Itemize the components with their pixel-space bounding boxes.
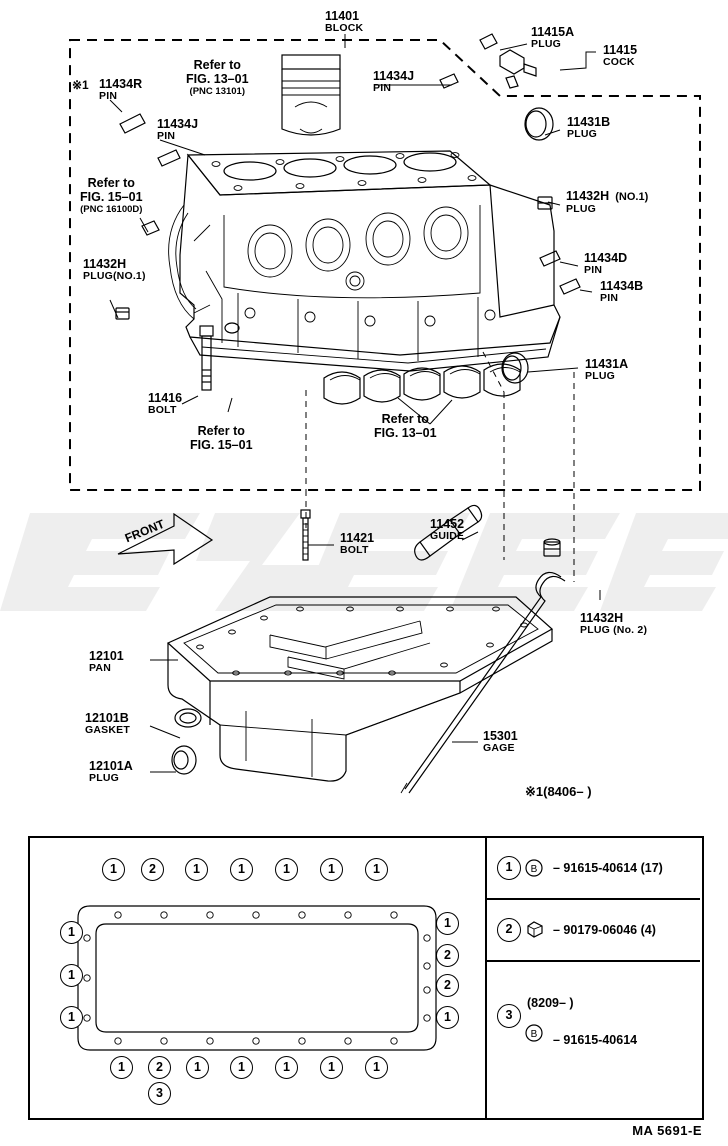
gasket-callout-right-2: 2 bbox=[436, 944, 459, 967]
refer-fig-15-01-pnc16100d: Refer to FIG. 15–01 (PNC 16100D) bbox=[80, 176, 143, 215]
gasket-callout-top-2: 2 bbox=[141, 858, 164, 881]
gasket-bolt-chart bbox=[28, 836, 704, 1120]
bolt-icon-3 bbox=[525, 1024, 547, 1042]
legend-panel bbox=[487, 838, 700, 1118]
gasket-callout-top-3: 1 bbox=[185, 858, 208, 881]
gasket-callout-left-1: 1 bbox=[60, 921, 83, 944]
part-label-11416: 11416 BOLT bbox=[148, 391, 183, 417]
nut-icon-2 bbox=[525, 920, 547, 940]
oil-pan-gasket-drawing bbox=[72, 886, 442, 1076]
legend-row-1: 1 B – 91615-40614 (17) bbox=[487, 838, 700, 900]
part-label-11432H-no2: 11432H PLUG (No. 2) bbox=[580, 611, 648, 637]
gasket-callout-bottom-5: 1 bbox=[275, 1056, 298, 1079]
part-label-11431A: 11431A PLUG bbox=[585, 357, 629, 383]
gasket-callout-right-1: 1 bbox=[436, 912, 459, 935]
refer-fig-15-01-bolt: Refer to FIG. 15–01 bbox=[190, 424, 253, 453]
part-label-12101B: 12101B GASKET bbox=[85, 711, 130, 737]
gasket-callout-top-5: 1 bbox=[275, 858, 298, 881]
refer-fig-13-01-piston: Refer to FIG. 13–01 (PNC 13101) bbox=[186, 58, 249, 97]
part-label-11452: 11452 GUIDE bbox=[430, 517, 465, 543]
gasket-callout-left-2: 1 bbox=[60, 964, 83, 987]
gasket-callout-bottom-1: 1 bbox=[110, 1056, 133, 1079]
front-label: FRONT bbox=[122, 516, 167, 546]
part-label-11434B: 11434B PIN bbox=[600, 279, 644, 305]
gasket-callout-bottom-2: 2 bbox=[148, 1056, 171, 1079]
part-label-12101: 12101 PAN bbox=[89, 649, 124, 675]
svg-text:B: B bbox=[530, 1029, 538, 1040]
part-label-11431B: 11431B PLUG bbox=[567, 115, 611, 141]
bolt-icon-1 bbox=[525, 859, 547, 877]
asterisk-date-note: ※1(8406– ) bbox=[525, 784, 592, 799]
asterisk-marker-1: ※1 bbox=[72, 78, 89, 92]
gasket-callout-bottom-6: 1 bbox=[320, 1056, 343, 1079]
part-label-11415A: 11415A PLUG bbox=[531, 25, 575, 51]
part-label-11421: 11421 BOLT bbox=[340, 531, 375, 557]
gasket-callout-top-4: 1 bbox=[230, 858, 253, 881]
part-label-12101A: 12101A PLUG bbox=[89, 759, 133, 785]
diagram-code: MA 5691-E bbox=[632, 1123, 702, 1138]
refer-fig-13-01-bearings: Refer to FIG. 13–01 bbox=[374, 412, 437, 441]
part-label-11434J-top: 11434J PIN bbox=[373, 69, 415, 95]
legend-row-3: 3 (8209– ) B – 91615-40614 bbox=[487, 962, 700, 1114]
part-label-11432H-no1-right: 11432H (NO.1) PLUG bbox=[566, 189, 649, 215]
gasket-callout-top-7: 1 bbox=[365, 858, 388, 881]
gasket-callout-right-4: 1 bbox=[436, 1006, 459, 1029]
svg-text:B: B bbox=[530, 864, 538, 875]
part-label-11432H-no1-left: 11432H PLUG(NO.1) bbox=[83, 257, 146, 283]
gasket-callout-bottom-7: 1 bbox=[365, 1056, 388, 1079]
legend-row-2: 2 – 90179-06046 (4) bbox=[487, 900, 700, 962]
part-label-11401: 11401 BLOCK bbox=[325, 9, 364, 35]
gasket-callout-left-3: 1 bbox=[60, 1006, 83, 1029]
part-label-11434J-left: 11434J PIN bbox=[157, 117, 199, 143]
part-label-11434R: 11434R PIN bbox=[99, 77, 143, 103]
gasket-callout-top-1: 1 bbox=[102, 858, 125, 881]
gasket-callout-bottom-3: 1 bbox=[186, 1056, 209, 1079]
part-label-15301: 15301 GAGE bbox=[483, 729, 518, 755]
gasket-callout-right-3: 2 bbox=[436, 974, 459, 997]
gasket-callout-bottom-4: 1 bbox=[230, 1056, 253, 1079]
part-label-11434D: 11434D PIN bbox=[584, 251, 628, 277]
gasket-callout-top-6: 1 bbox=[320, 858, 343, 881]
part-label-11415: 11415 COCK bbox=[603, 43, 638, 69]
gasket-callout-bottom-extra: 3 bbox=[148, 1082, 171, 1105]
